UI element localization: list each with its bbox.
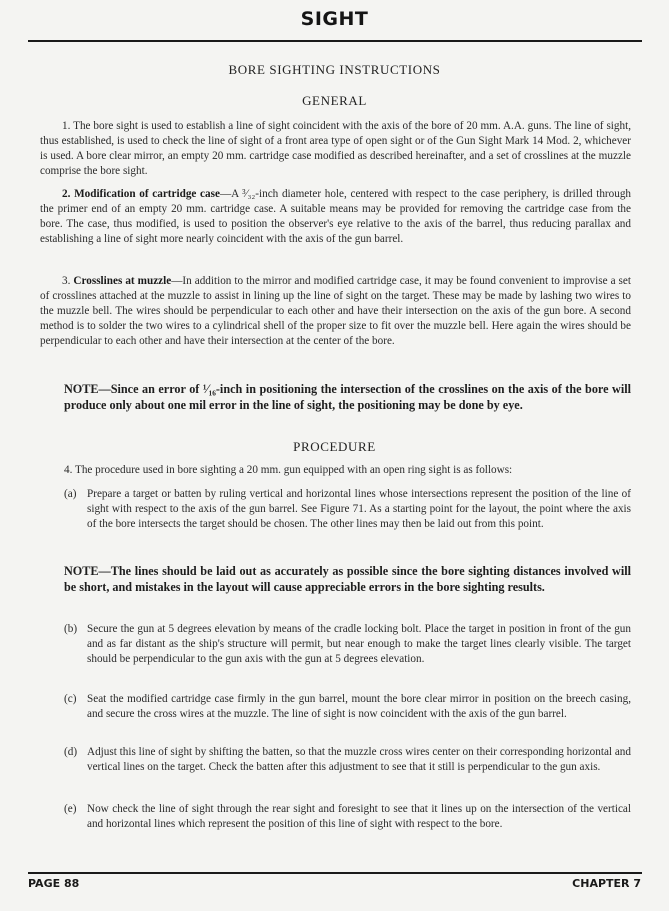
paragraph-number: 3. (62, 275, 71, 287)
chapter-label: CHAPTER 7 (572, 877, 641, 890)
procedure-intro: 4. The procedure used in bore sighting a 20 mm. gun equipped with an open ring sight is as follows: (64, 464, 513, 476)
step-label: (d) (64, 746, 78, 758)
step-label: (a) (64, 488, 77, 500)
paragraph-lead: Crosslines at muzzle (73, 275, 172, 287)
step-b (64, 622, 631, 667)
paragraph-text: —A ³⁄₃₂-inch diameter hole, centered with respect to the case periphery, is drilled through the primer end of an empty 20 mm. cartridge case. A suitable means may be provided for removing the cartridge case from the bore. The case, thus modified, is used to position the observer's eye relative to the axis of the barrel, thus reducing parallax and establishing a line of sight more nearly coincident with the axis of the gun barrel. (40, 188, 632, 246)
page-title: SIGHT (300, 8, 369, 30)
step-label: (b) (64, 623, 78, 635)
header-rule (28, 40, 642, 42)
step-e (64, 802, 631, 832)
note-crosslines: NOTE—Since an error of ¹⁄₁₆-inch in positioning the intersection of the crosslines on the axis of the bore will produce only about one mil error in the line of sight, the positioning may be done by eye. (64, 382, 631, 412)
paragraph-2 (40, 187, 631, 247)
subheading-procedure: PROCEDURE (293, 439, 376, 454)
paragraph-number: 2. (62, 188, 71, 200)
step-a (64, 487, 631, 532)
step-label: (e) (64, 803, 77, 815)
page-number: PAGE 88 (28, 877, 80, 890)
step-text: Secure the gun at 5 degrees elevation by means of the cradle locking bolt. Place the target in position in front of the gun and as far distant as the ship's structure will permit, but near enough to make the target lines clearly visible. The target should be perpendicular to the gun axis with the gun at 5 degrees elevation. (87, 623, 631, 666)
step-text: Adjust this line of sight by shifting the batten, so that the muzzle cross wires center on their corresponding horizontal and vertical lines on the target. Check the batten after this adjustment to see that it still is perpendicular to the gun axis. (87, 746, 631, 774)
subheading-general: GENERAL (302, 93, 367, 108)
step-c (64, 692, 631, 722)
paragraph-text: —In addition to the mirror and modified cartridge case, it may be found convenient to improvise a set of crosslines attached at the muzzle to assist in lining up the line of sight on the target. These may be made by lashing two wires to the muzzle bell. The wires should be perpendicular to each other and have their intersection on the axis of the gun bore. A second method is to solder the two wires to a cylindrical shell of the proper size to fit over the muzzle bell. Here again the wires should be perpendicular to each other and have their intersection at the center of the bore. (40, 275, 631, 348)
paragraph-3 (40, 274, 631, 349)
section-title: BORE SIGHTING INSTRUCTIONS (228, 62, 441, 77)
step-label: (c) (64, 693, 77, 705)
paragraph-lead: Modification of cartridge case (74, 188, 220, 200)
footer-rule (28, 872, 642, 874)
paragraph-text: The bore sight is used to establish a line of sight coincident with the axis of the bore of 20 mm. A.A. guns. The line of sight, thus established, is used to check the line of sight of a front area type of open sight or of the Gun Sight Mark 14 Mod. 2, whichever is used. A bore clear mirror, an empty 20 mm. cartridge case modified as described hereinafter, and a set of crosslines at the muzzle comprise the bore sight. (40, 120, 631, 178)
paragraph-1 (40, 119, 631, 179)
step-text: Prepare a target or batten by ruling vertical and horizontal lines whose intersections represent the position of the line of sight with respect to the axis of the gun barrel. See Figure 71. As a starting point for the layout, the point where the axis of the bore intersects the target should be chosen. The other lines may then be laid out from this point. (87, 488, 631, 531)
note-layout: NOTE—The lines should be laid out as accurately as possible since the bore sighting distances involved will be short, and mistakes in the layout will cause appreciable errors in the bore sighting results. (64, 564, 631, 594)
step-d (64, 745, 631, 775)
paragraph-number: 1. (62, 120, 71, 132)
step-text: Seat the modified cartridge case firmly in the gun barrel, mount the bore clear mirror in position on the breech casing, and secure the cross wires at the muzzle. The line of sight is now coincident with the axis of the gun barrel. (87, 693, 631, 721)
step-text: Now check the line of sight through the rear sight and foresight to see that it lines up on the intersection of the vertical and horizontal lines which represent the position of this line of sight with respect to the bore. (87, 803, 631, 831)
